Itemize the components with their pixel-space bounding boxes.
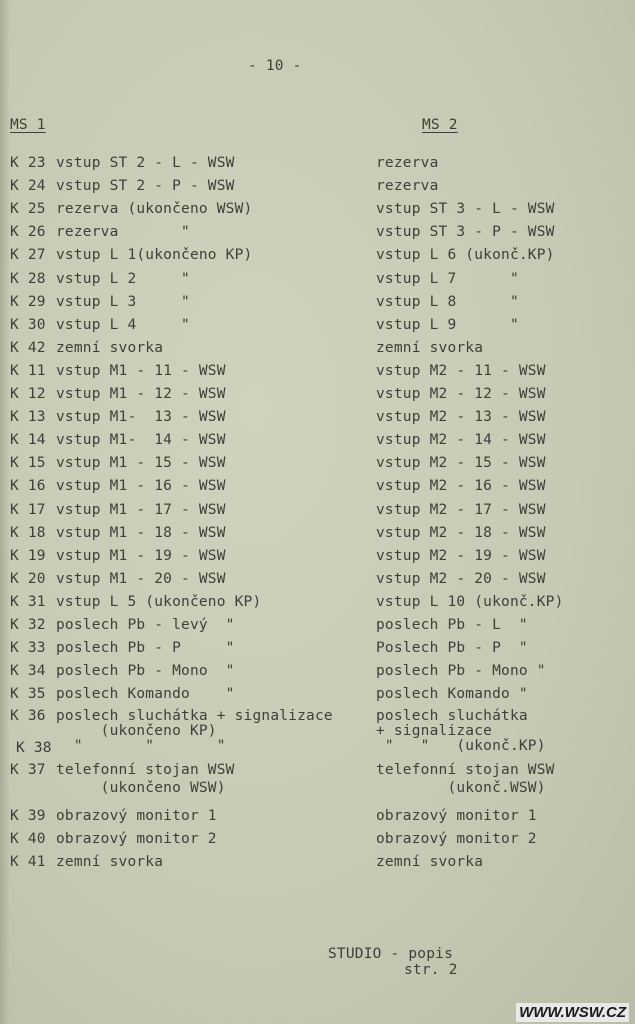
ms1-entry: " " " xyxy=(56,738,226,754)
ms2-entry: poslech Komando " xyxy=(376,686,528,703)
ms1-entry: vstup L 1(ukončeno KP) xyxy=(56,247,253,264)
ms2-entry: telefonní stojan WSW xyxy=(376,762,555,778)
ms2-entry: rezerva xyxy=(376,178,439,195)
ms2-entry: vstup L 9 " xyxy=(376,316,519,333)
ms1-entry: vstup M1 - 11 - WSW xyxy=(56,362,226,379)
connector-id: K 11 xyxy=(10,362,46,379)
ms1-column-header: MS 1 xyxy=(10,117,46,133)
ms1-entry: vstup L 4 " xyxy=(56,316,190,333)
ms2-entry: zemní svorka xyxy=(376,339,484,356)
connector-id: K 35 xyxy=(10,686,46,703)
connector-id: K 31 xyxy=(10,593,46,610)
watermark: WWW.WSW.CZ xyxy=(516,1003,629,1022)
footer-page-label: str. 2 xyxy=(404,962,458,978)
ms1-entry: vstup M1 - 18 - WSW xyxy=(56,524,226,541)
ms2-entry: poslech Pb - L " xyxy=(376,617,528,633)
connector-id: K 37 xyxy=(10,762,46,778)
ms2-entry: vstup ST 3 - P - WSW xyxy=(376,224,555,241)
connector-id: K 28 xyxy=(10,270,46,287)
ms2-entry: vstup M2 - 15 - WSW xyxy=(376,455,546,472)
connector-id: K 27 xyxy=(10,247,46,264)
ms2-entry: vstup L 10 (ukonč.KP) xyxy=(376,593,564,610)
ms1-entry: vstup M1- 13 - WSW xyxy=(56,409,226,426)
connector-id: K 25 xyxy=(10,201,46,218)
ms2-entry: vstup M2 - 13 - WSW xyxy=(376,409,546,426)
ms1-entry: poslech Pb - P " xyxy=(56,640,235,657)
ms2-entry: vstup M2 - 20 - WSW xyxy=(376,570,546,587)
ms2-entry: vstup L 8 " xyxy=(376,293,519,310)
connector-id: K 18 xyxy=(10,524,46,541)
page-edge-shadow xyxy=(0,0,10,1024)
ms2-entry-continuation: + signalizace xyxy=(376,723,493,739)
ms2-entry: vstup M2 - 18 - WSW xyxy=(376,524,546,541)
ms2-entry: vstup ST 3 - L - WSW xyxy=(376,201,555,218)
connector-id: K 17 xyxy=(10,501,46,518)
connector-id: K 24 xyxy=(10,178,46,195)
ms2-entry: rezerva xyxy=(376,155,439,171)
connector-id: K 19 xyxy=(10,547,46,564)
connector-id: K 29 xyxy=(10,293,46,310)
ms1-entry: vstup ST 2 - P - WSW xyxy=(56,178,235,195)
ms2-entry: Poslech Pb - P " xyxy=(376,640,528,657)
connector-id: K 41 xyxy=(10,854,46,870)
ms1-entry: vstup M1 - 16 - WSW xyxy=(56,478,226,495)
ms1-entry: obrazový monitor 1 xyxy=(56,808,217,824)
connector-id: K 38 xyxy=(16,740,52,756)
connector-id: K 12 xyxy=(10,386,46,402)
ms2-entry: vstup M2 - 19 - WSW xyxy=(376,547,546,564)
connector-id: K 42 xyxy=(10,339,46,356)
ms2-entry: vstup L 6 (ukonč.KP) xyxy=(376,247,555,264)
connector-id: K 30 xyxy=(10,316,46,333)
ms1-entry-continuation: (ukončeno KP) xyxy=(56,723,217,739)
connector-id: K 13 xyxy=(10,409,46,426)
connector-id: K 32 xyxy=(10,617,46,633)
ms1-entry: zemní svorka xyxy=(56,339,164,356)
ms2-entry: obrazový monitor 2 xyxy=(376,831,537,847)
ms2-entry: vstup M2 - 12 - WSW xyxy=(376,386,546,402)
ms2-entry: poslech Pb - Mono " xyxy=(376,663,546,680)
ms1-entry: zemní svorka xyxy=(56,854,164,870)
ms1-entry: vstup M1- 14 - WSW xyxy=(56,432,226,449)
connector-id: K 23 xyxy=(10,155,46,171)
connector-id: K 39 xyxy=(10,808,46,824)
ms1-entry: rezerva " xyxy=(56,224,190,241)
connector-id: K 14 xyxy=(10,432,46,449)
connector-id: K 15 xyxy=(10,455,46,472)
ms1-entry: vstup L 2 " xyxy=(56,270,190,287)
page-number: - 10 - xyxy=(248,58,302,74)
ms1-entry: vstup ST 2 - L - WSW xyxy=(56,155,235,171)
ms1-entry: poslech sluchátka + signalizace xyxy=(56,708,333,724)
connector-id: K 33 xyxy=(10,640,46,657)
ms1-entry: vstup M1 - 20 - WSW xyxy=(56,570,226,587)
ms1-entry: vstup L 3 " xyxy=(56,293,190,310)
ms1-entry: poslech Komando " xyxy=(56,686,235,703)
ms1-entry: vstup M1 - 17 - WSW xyxy=(56,501,226,518)
ms2-entry-continuation: (ukonč.WSW) xyxy=(376,780,546,796)
ms2-entry: poslech sluchátka xyxy=(376,708,528,724)
ms1-entry: vstup M1 - 19 - WSW xyxy=(56,547,226,564)
ms1-entry: obrazový monitor 2 xyxy=(56,831,217,847)
ms2-entry: vstup M2 - 14 - WSW xyxy=(376,432,546,449)
ms2-entry: vstup L 7 " xyxy=(376,270,519,287)
ms2-entry: vstup M2 - 11 - WSW xyxy=(376,362,546,379)
connector-id: K 16 xyxy=(10,478,46,495)
ms2-entry: obrazový monitor 1 xyxy=(376,808,537,824)
footer-title: STUDIO - popis xyxy=(328,946,454,962)
connector-id: K 36 xyxy=(10,708,46,724)
ms1-entry: vstup L 5 (ukončeno KP) xyxy=(56,593,262,610)
ms2-column-header: MS 2 xyxy=(422,117,458,133)
ms2-entry: zemní svorka xyxy=(376,854,484,870)
connector-id: K 20 xyxy=(10,570,46,587)
ms2-entry: vstup M2 - 16 - WSW xyxy=(376,478,546,495)
connector-id: K 34 xyxy=(10,663,46,680)
ms1-entry: poslech Pb - Mono " xyxy=(56,663,235,680)
connector-id: K 40 xyxy=(10,831,46,847)
ms1-entry: vstup M1 - 12 - WSW xyxy=(56,386,226,402)
ms1-entry: vstup M1 - 15 - WSW xyxy=(56,455,226,472)
ms1-entry: telefonní stojan WSW xyxy=(56,762,235,778)
ms2-entry: vstup M2 - 17 - WSW xyxy=(376,501,546,518)
ms1-entry: poslech Pb - levý " xyxy=(56,617,235,633)
ms1-entry-continuation: (ukončeno WSW) xyxy=(56,780,226,796)
connector-id: K 26 xyxy=(10,224,46,241)
ms2-entry: " " (ukonč.KP) xyxy=(376,738,546,754)
ms1-entry: rezerva (ukončeno WSW) xyxy=(56,201,253,218)
